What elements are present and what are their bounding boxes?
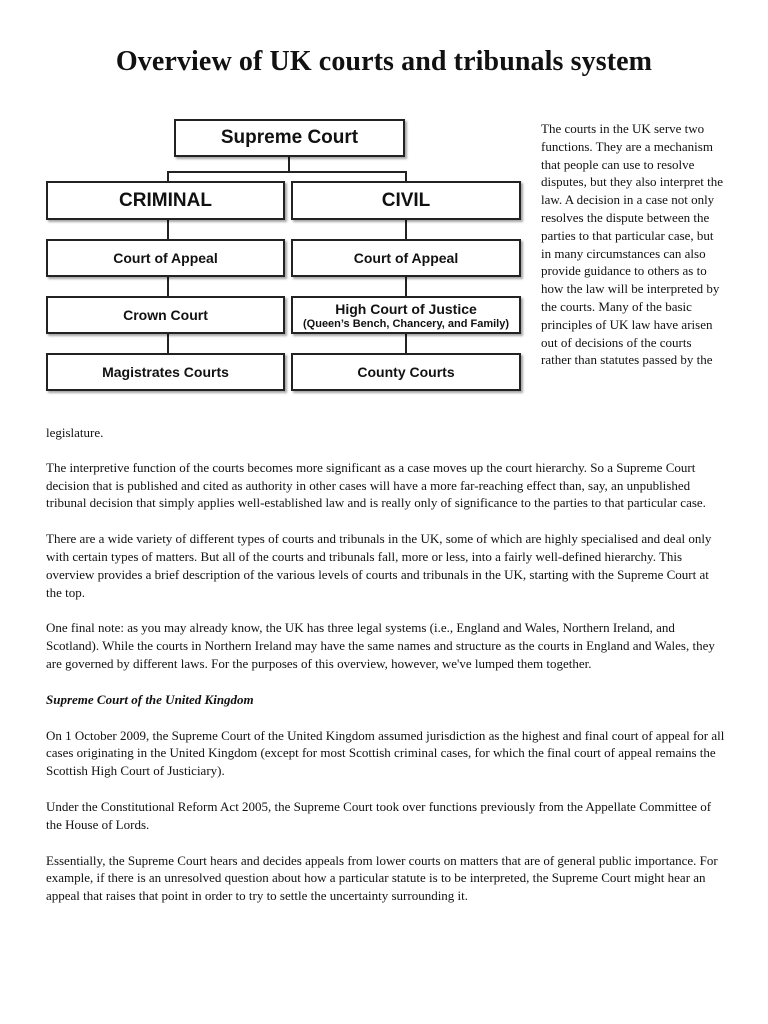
supreme-court-label: Supreme Court: [220, 127, 359, 148]
crown-court-box: [46, 296, 285, 334]
paragraph: On 1 October 2009, the Supreme Court of the United Kingdom assumed jurisdiction as the highest and final court of appeal for all cases originating in the United Kingdom (except for most Scottish criminal cases, for which the final court of appeal remains the Scottish High Court of Justiciary).: [46, 727, 725, 779]
paragraph: Under the Constitutional Reform Act 2005, the Supreme Court took over functions previously from the Appellate Committee of the House of Lords.: [46, 798, 712, 832]
paragraph: Essentially, the Supreme Court hears and decides appeals from lower courts on matters that are of general public importance. For example, if there is an unresolved question about how a particular statute is to be interpreted, the Supreme Court might hear an appeal that raises that point in order to try to settle the uncertainty surrounding it.: [46, 852, 718, 904]
county-courts-label: County Courts: [357, 364, 455, 380]
high-court-divisions-label: (Queen’s Bench, Chancery, and Family): [303, 317, 509, 330]
section-heading: Supreme Court of the United Kingdom: [46, 691, 254, 707]
intro-continuation: legislature.: [46, 425, 104, 440]
connector-line: [167, 171, 407, 173]
connector-line: [167, 219, 169, 240]
connector-line: [167, 333, 169, 354]
connector-line: [405, 219, 407, 240]
paragraph: There are a wide variety of different types of courts and tribunals in the UK, some of which are highly specialised and deal only with certain types of matters. But all of the courts and tribunals fall, more or less, into a fairly well-defined hierarchy. This overview provides a brief description of the various levels of courts and tribunals in the UK, starting with the Supreme Court at the top.: [46, 531, 712, 600]
high-court-label: High Court of Justice: [335, 300, 477, 317]
paragraph: The interpretive function of the courts becomes more significant as a case moves up the court hierarchy. So a Supreme Court decision that is published and cited as authority in other cases will have a more far-reaching effect than, say, an unpublished tribunal decision that simply applies well-established law and is really only of significance to the parties to that particular case.: [46, 459, 706, 511]
criminal-court-of-appeal-label: Court of Appeal: [113, 250, 218, 266]
criminal-box: [46, 181, 285, 220]
paragraph: One final note: as you may already know, the UK has three legal systems (i.e., England and Wales, Northern Ireland, and Scotland). While the courts in Northern Ireland may have the same names and structure as the courts in England and Wales, they are governed by different laws. For the purposes of this overview, however, we've lumped them together.: [46, 620, 715, 671]
connector-line: [405, 276, 407, 297]
magistrates-courts-box: [46, 353, 285, 391]
criminal-label: CRIMINAL: [119, 189, 212, 211]
crown-court-label: Crown Court: [123, 307, 208, 323]
county-courts-box: [291, 353, 521, 391]
criminal-court-of-appeal-box: [46, 239, 285, 277]
connector-line: [288, 156, 290, 172]
civil-court-of-appeal-label: Court of Appeal: [353, 250, 459, 266]
high-court-box: [291, 296, 521, 334]
supreme-court-box: [174, 119, 405, 157]
connector-line: [167, 276, 169, 297]
connector-line: [405, 333, 407, 354]
civil-box: [291, 181, 521, 220]
article-body: [46, 424, 726, 923]
magistrates-courts-label: Magistrates Courts: [102, 364, 229, 380]
intro-side-paragraph: The courts in the UK serve two functions. They are a mechanism that people can use to resolve disputes, but they also interpret the law. A decision in a case not only resolves the dispute between the parties to that particular case, but in many circumstances can also provide guidance to others as to how the law will be interpreted by the courts. Many of the basic principles of UK law have arisen out of decisions of the courts rather than statutes passed by the: [541, 121, 723, 368]
civil-label: CIVIL: [381, 189, 431, 211]
page-title: Overview of UK courts and tribunals system: [115, 46, 653, 77]
civil-court-of-appeal-box: [291, 239, 521, 277]
